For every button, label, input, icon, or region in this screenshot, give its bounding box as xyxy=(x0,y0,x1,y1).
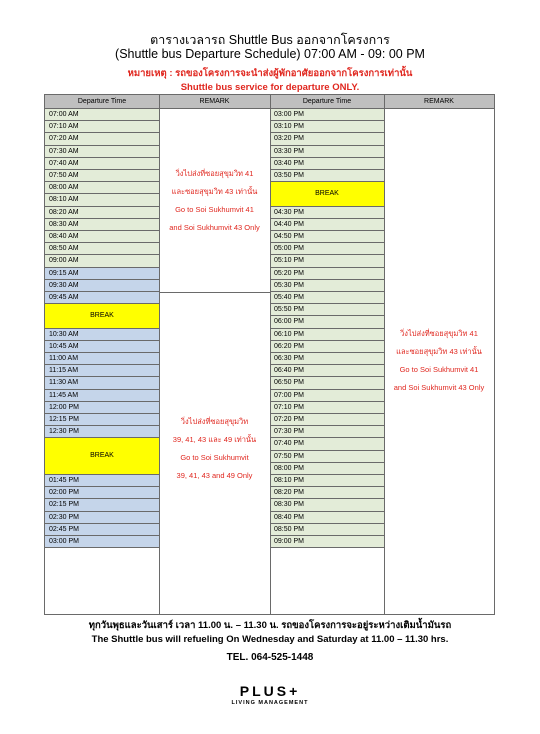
departure-time-cell: 09:45 AM xyxy=(45,292,159,304)
departure-time-cell: 03:00 PM xyxy=(270,109,384,121)
schedule-title-en: (Shuttle bus Departure Schedule) 07:00 AM - 09: 00 PM xyxy=(115,47,425,61)
departure-time-cell: 08:40 PM xyxy=(270,512,384,524)
departure-time-cell: 11:30 AM xyxy=(45,377,159,389)
departure-time-cell: 09:00 AM xyxy=(45,255,159,267)
telephone: TEL. 064-525-1448 xyxy=(226,652,314,663)
col-header-remark-left: REMARK xyxy=(159,95,270,109)
refuel-note-th: ทุกวันพุธและวันเสาร์ เวลา 11.00 น. – 11.30 น. รถของโครงการจะอยู่ระหว่างเติมน้ำมันรถ xyxy=(88,620,452,631)
departure-time-cell: 04:30 PM xyxy=(270,207,384,219)
departure-time-cell: 08:00 AM xyxy=(45,182,159,194)
departure-time-cell: 11:00 AM xyxy=(45,353,159,365)
departure-time-cell: 08:50 AM xyxy=(45,243,159,255)
departure-time-cell: 12:15 PM xyxy=(45,414,159,426)
remark-morning: วิ่งไปส่งที่ซอยสุขุมวิท 41 และซอยสุขุมวิท 43 เท่านั้น Go to Soi Sukhumvit 41 and Soi Sukhumvit 43 Only xyxy=(169,169,260,232)
departure-time-cell: 06:50 PM xyxy=(270,377,384,389)
departure-time-cell: 06:40 PM xyxy=(270,365,384,377)
departure-time-cell: 08:00 PM xyxy=(270,463,384,475)
departure-time-cell: 05:10 PM xyxy=(270,255,384,267)
departure-time-cell: 07:20 AM xyxy=(45,133,159,145)
departure-time-cell: 02:00 PM xyxy=(45,487,159,499)
departure-time-cell: 08:20 AM xyxy=(45,207,159,219)
departure-time-cell: 07:50 PM xyxy=(270,451,384,463)
departure-time-cell: 07:00 PM xyxy=(270,390,384,402)
departure-time-cell: 11:45 AM xyxy=(45,390,159,402)
departure-time-cell: 12:30 PM xyxy=(45,426,159,438)
departure-time-cell: 06:00 PM xyxy=(270,316,384,328)
departure-time-cell: 07:20 PM xyxy=(270,414,384,426)
departure-time-cell: 05:00 PM xyxy=(270,243,384,255)
note-th: หมายเหตุ : รถของโครงการจะนำส่งผู้พักอาศัยออกจากโครงการเท่านั้น xyxy=(127,68,413,79)
departure-time-cell: 08:20 PM xyxy=(270,487,384,499)
departure-time-cell: 12:00 PM xyxy=(45,402,159,414)
departure-time-cell: 07:10 AM xyxy=(45,121,159,133)
departure-time-cell: 06:10 PM xyxy=(270,329,384,341)
note-en: Shuttle bus service for departure ONLY. xyxy=(180,82,360,93)
departure-time-cell: 01:45 PM xyxy=(45,475,159,487)
break-cell: BREAK xyxy=(45,304,159,328)
departure-time-cell: 03:00 PM xyxy=(45,536,159,548)
departure-time-cell: 05:50 PM xyxy=(270,304,384,316)
departure-time-cell: 05:40 PM xyxy=(270,292,384,304)
departure-time-cell: 09:30 AM xyxy=(45,280,159,292)
departure-time-cell: 07:00 AM xyxy=(45,109,159,121)
remark-evening: วิ่งไปส่งที่ซอยสุขุมวิท 41 และซอยสุขุมวิท 43 เท่านั้น Go to Soi Sukhumvit 41 and Soi Sukhumvit 43 Only xyxy=(393,329,485,392)
departure-time-cell: 08:10 PM xyxy=(270,475,384,487)
remark-midday: วิ่งไปส่งที่ซอยสุขุมวิท 39, 41, 43 และ 49 เท่านั้น Go to Soi Sukhumvit 39, 41, 43 and 49 Only xyxy=(172,417,257,480)
departure-time-cell: 09:15 AM xyxy=(45,268,159,280)
departure-time-cell: 05:30 PM xyxy=(270,280,384,292)
departure-time-cell: 03:10 PM xyxy=(270,121,384,133)
departure-time-cell: 10:45 AM xyxy=(45,341,159,353)
departure-time-cell: 08:10 AM xyxy=(45,194,159,206)
departure-time-cell: 02:45 PM xyxy=(45,524,159,536)
col-header-departure-left: Departure Time xyxy=(45,95,159,109)
departure-time-cell: 07:40 AM xyxy=(45,158,159,170)
departure-time-cell: 08:30 AM xyxy=(45,219,159,231)
col-header-remark-right: REMARK xyxy=(384,95,494,109)
departure-time-cell: 07:50 AM xyxy=(45,170,159,182)
break-cell: BREAK xyxy=(45,438,159,475)
departure-time-cell: 08:30 PM xyxy=(270,499,384,511)
break-cell: BREAK xyxy=(270,182,384,206)
departure-time-cell: 03:50 PM xyxy=(270,170,384,182)
departure-time-cell: 11:15 AM xyxy=(45,365,159,377)
departure-time-cell: 02:15 PM xyxy=(45,499,159,511)
departure-time-cell: 07:40 PM xyxy=(270,438,384,450)
departure-time-cell: 03:30 PM xyxy=(270,146,384,158)
departure-time-cell: 03:40 PM xyxy=(270,158,384,170)
departure-time-cell: 08:40 AM xyxy=(45,231,159,243)
departure-time-cell: 06:30 PM xyxy=(270,353,384,365)
departure-time-cell: 03:20 PM xyxy=(270,133,384,145)
schedule-title-th: ตารางเวลารถ Shuttle Bus ออกจากโครงการ xyxy=(150,33,390,47)
departure-time-cell: 09:00 PM xyxy=(270,536,384,548)
departure-time-cell: 08:50 PM xyxy=(270,524,384,536)
col-header-departure-right: Departure Time xyxy=(270,95,384,109)
departure-time-cell: 02:30 PM xyxy=(45,512,159,524)
departure-time-cell: 04:50 PM xyxy=(270,231,384,243)
schedule-table xyxy=(44,94,495,615)
departure-time-cell: 07:30 PM xyxy=(270,426,384,438)
refuel-note-en: The Shuttle bus will refueling On Wednesday and Saturday at 11.00 – 11.30 hrs. xyxy=(91,634,449,645)
departure-time-cell: 07:10 PM xyxy=(270,402,384,414)
departure-time-cell: 04:40 PM xyxy=(270,219,384,231)
departure-time-cell: 06:20 PM xyxy=(270,341,384,353)
departure-time-cell: 07:30 AM xyxy=(45,146,159,158)
logo-tagline: LIVING MANAGEMENT xyxy=(231,700,309,706)
departure-time-cell: 10:30 AM xyxy=(45,329,159,341)
plus-logo: PLUS+ xyxy=(239,683,301,699)
departure-time-cell: 05:20 PM xyxy=(270,268,384,280)
